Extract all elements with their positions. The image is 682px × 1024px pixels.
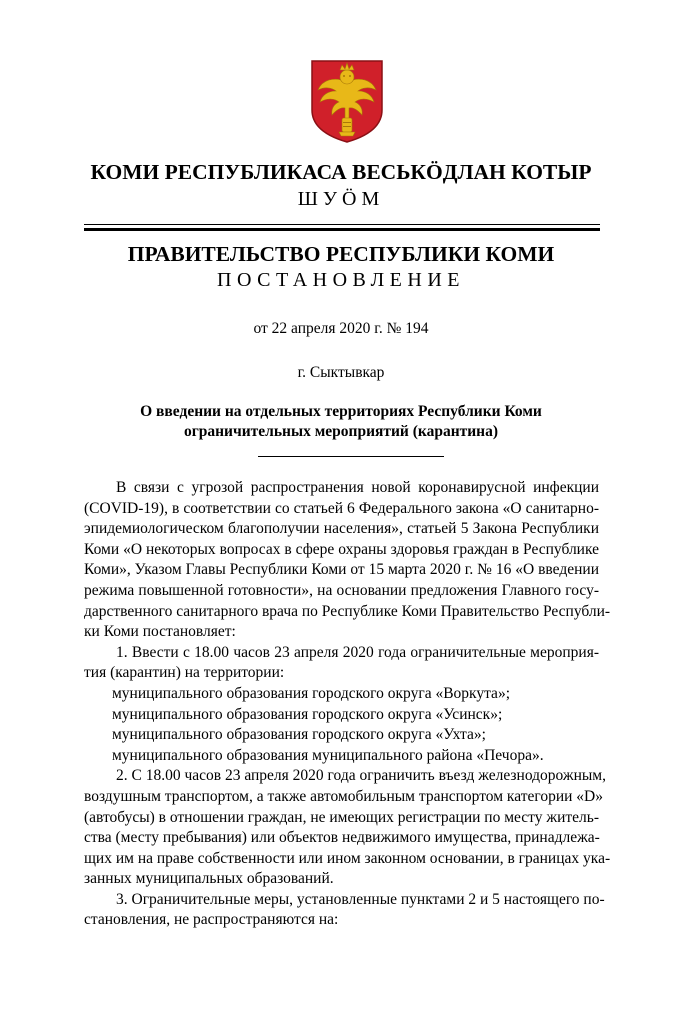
- body-line: ства (месту пребывания) или объектов недвижимого имущества, принадлежа-: [84, 829, 600, 847]
- body-line: тия (карантин) на территории:: [84, 664, 285, 682]
- body-line: 3. Ограничительные меры, установленные пунктами 2 и 5 настоящего по-: [116, 890, 605, 908]
- komi-subtitle: ШУÖМ: [297, 188, 385, 210]
- body-line: дарственного санитарного врача по Республике Коми Правительство Республи-: [84, 602, 611, 620]
- header-divider-thick: [84, 228, 600, 231]
- decree-subject-line: О введении на отдельных территориях Республики Коми: [140, 403, 542, 420]
- body-line: становления, не распространяются на:: [84, 911, 339, 929]
- komi-coat-of-arms-icon: [309, 58, 385, 144]
- decree-date-number: от 22 апреля 2020 г. № 194: [253, 320, 429, 337]
- body-line: 2. С 18.00 часов 23 апреля 2020 года ограничить въезд железнодорожным,: [116, 767, 606, 785]
- body-line: занных муниципальных образований.: [84, 870, 334, 888]
- decree-city: г. Сыктывкар: [297, 364, 385, 381]
- body-line: 1. Ввести с 18.00 часов 23 апреля 2020 года ограничительные мероприя-: [116, 643, 599, 661]
- body-line: ки Коми постановляет:: [84, 623, 236, 641]
- body-line: (COVID-19), в соответствии со статьей 6 Федерального закона «О санитарно-: [84, 499, 599, 517]
- body-line: режима повышенной готовности», на основании предложения Главного госу-: [84, 581, 599, 599]
- body-line: щих им на праве собственности или ином законном основании, в границах ука-: [84, 849, 611, 867]
- body-line: Коми «О некоторых вопросах в сфере охраны здоровья граждан в Республике: [84, 540, 599, 558]
- territory-list-item: муниципального образования муниципального района «Печора».: [112, 746, 544, 764]
- territory-list-item: муниципального образования городского округа «Ухта»;: [112, 726, 486, 744]
- header-divider-thin: [84, 224, 600, 225]
- subject-underline: [258, 456, 444, 457]
- decree-subject-line: ограничительных мероприятий (карантина): [183, 423, 499, 440]
- document-type: ПОСТАНОВЛЕНИЕ: [217, 269, 465, 291]
- body-line: В связи с угрозой распространения новой коронавирусной инфекции: [116, 479, 599, 496]
- body-line: воздушным транспортом, а также автомобильным транспортом категории «D»: [84, 787, 603, 805]
- body-line: Коми», Указом Главы Республики Коми от 15 марта 2020 г. № 16 «О введении: [84, 561, 599, 579]
- body-line: эпидемиологическом благополучии населения», статьей 5 Закона Республики: [84, 520, 599, 538]
- decree-body: [84, 478, 611, 931]
- territory-list-item: муниципального образования городского округа «Усинск»;: [112, 705, 503, 723]
- body-line: (автобусы) в отношении граждан, не имеющих регистрации по месту житель-: [84, 808, 599, 826]
- government-title: ПРАВИТЕЛЬСТВО РЕСПУБЛИКИ КОМИ: [127, 242, 555, 266]
- territory-list-item: муниципального образования городского округа «Воркута»;: [112, 684, 510, 702]
- komi-title: КОМИ РЕСПУБЛИКАСА ВЕСЬКÖДЛАН КОТЫР: [90, 160, 592, 184]
